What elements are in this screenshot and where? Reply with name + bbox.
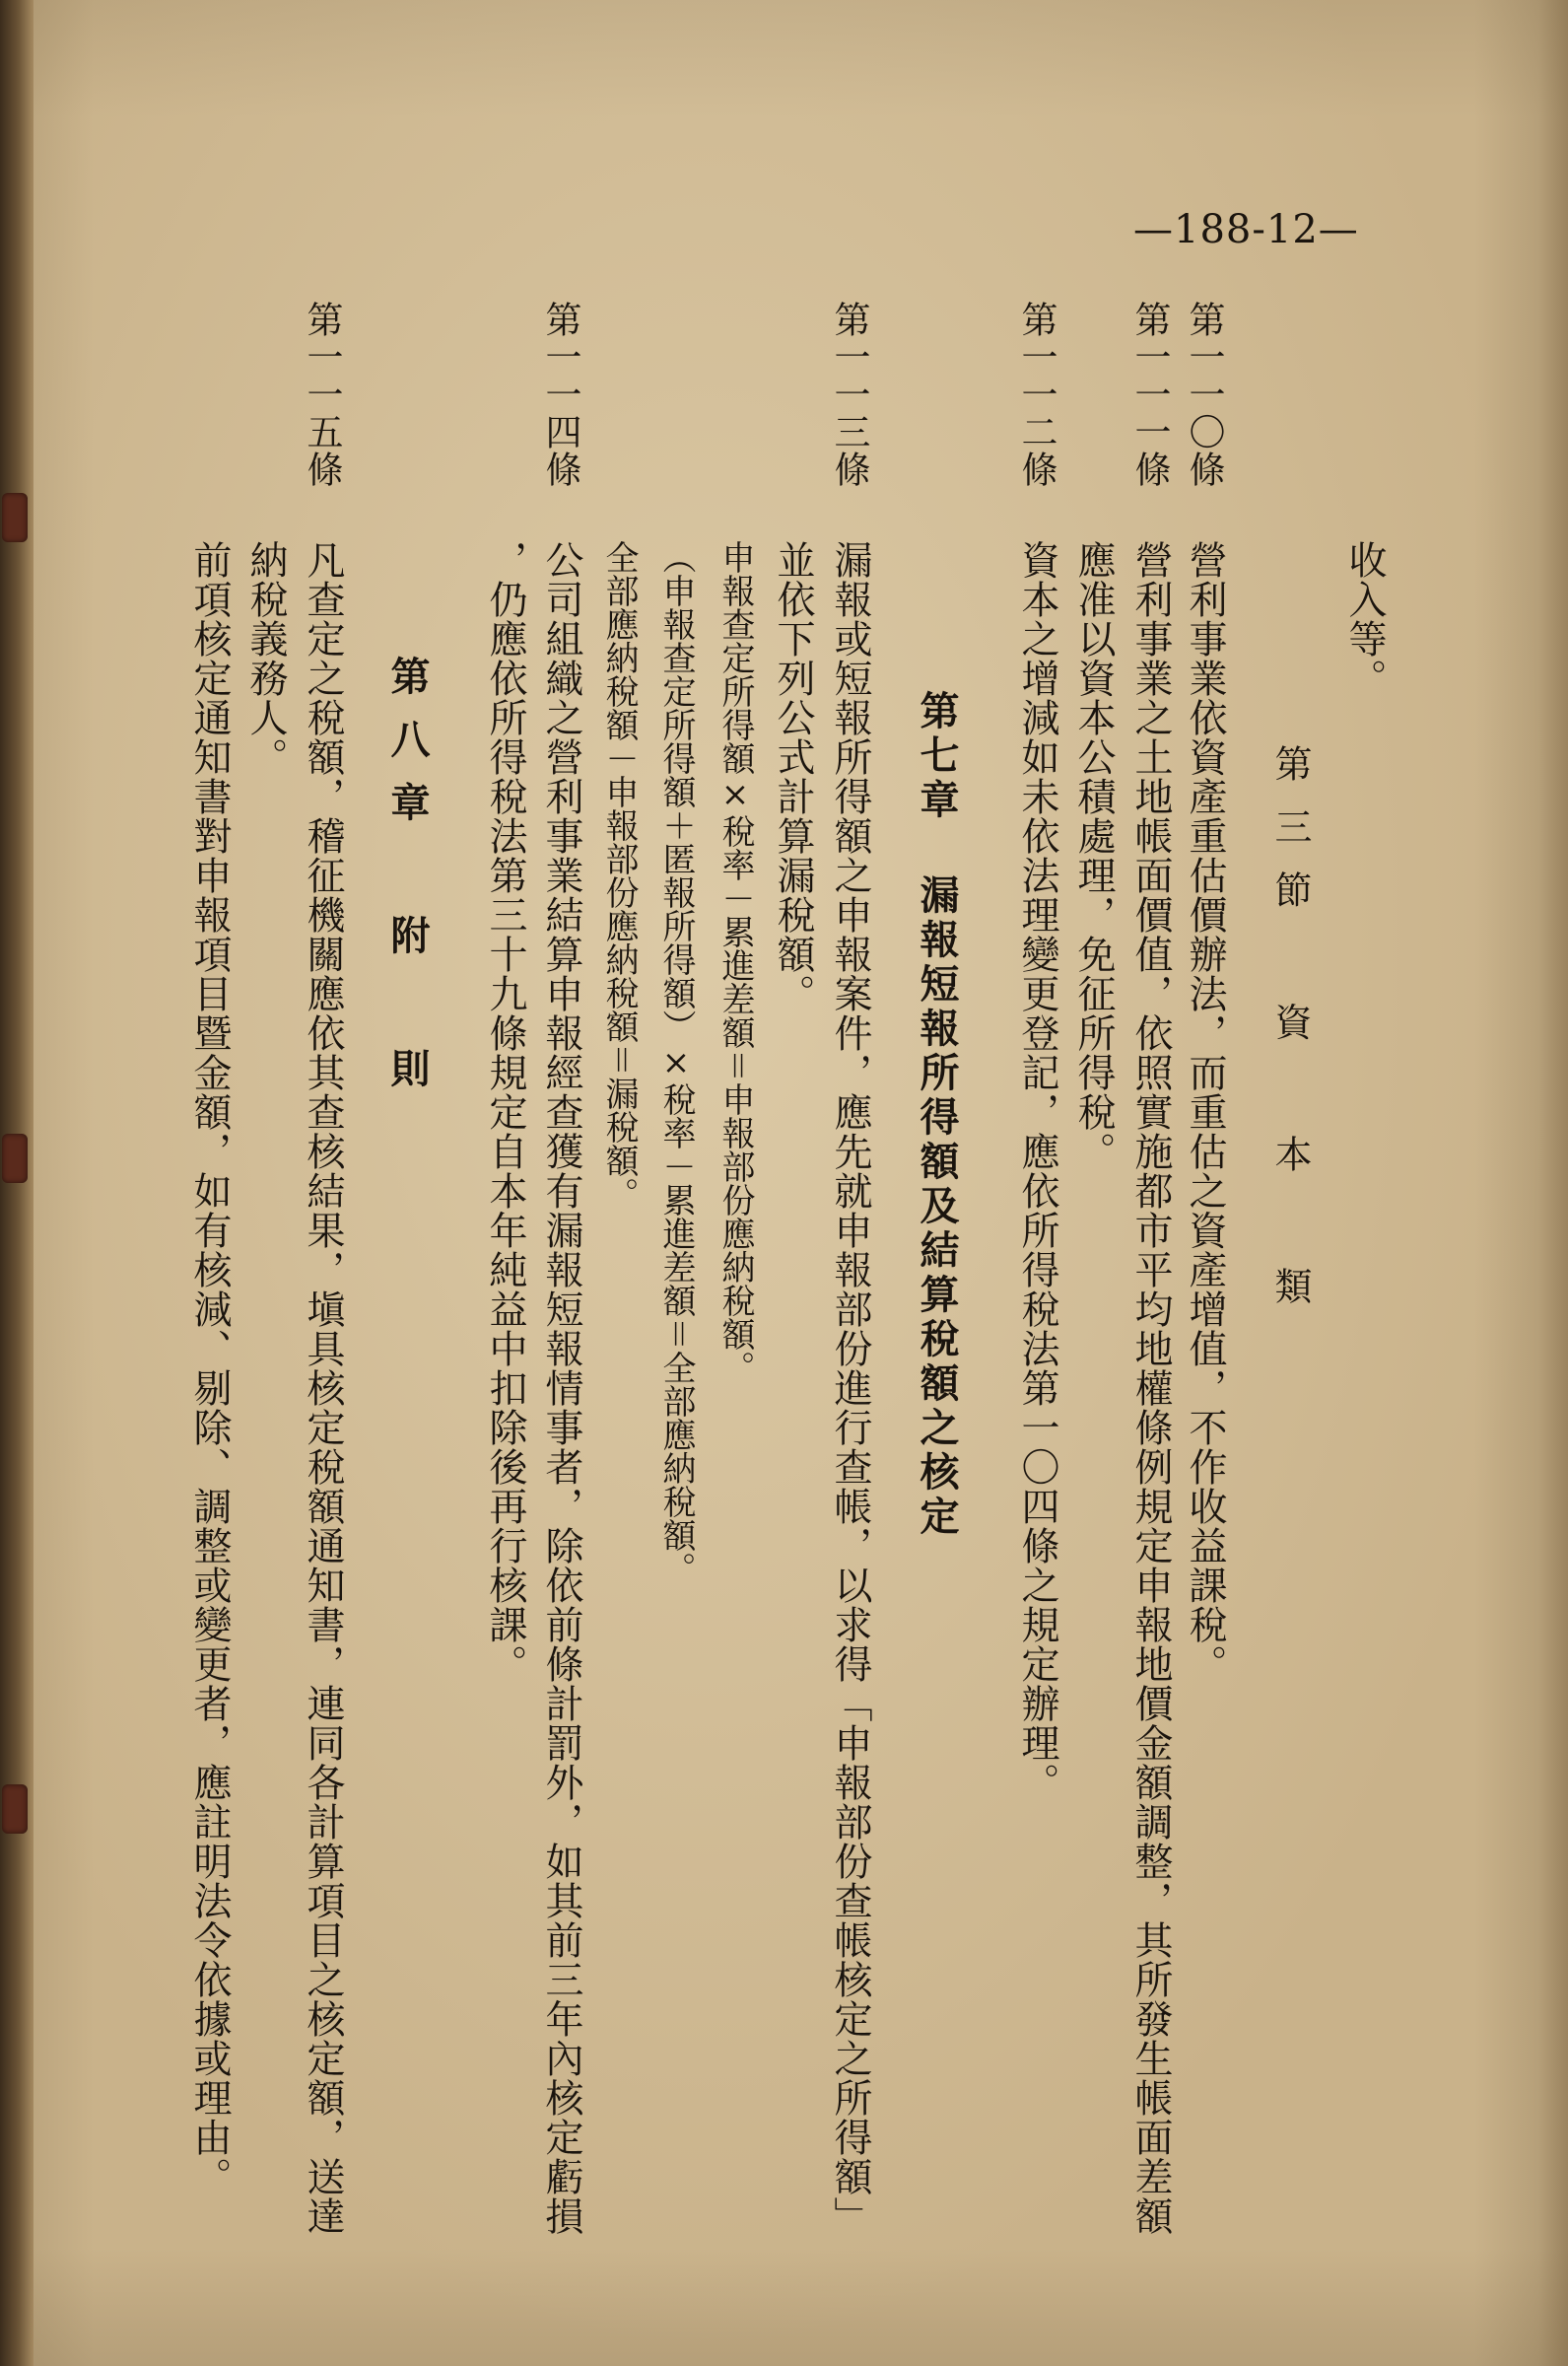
binding-hole	[2, 493, 28, 542]
article-label: 第一一一條	[1128, 301, 1171, 488]
article-text: 並依下列公式計算漏稅額。	[771, 540, 815, 1013]
page-edge-shadow	[1538, 0, 1568, 2366]
formula-line: （申報查定所得額＋匿報所得額）×稅率－累進差額＝全部應納稅額。	[656, 540, 696, 1585]
article-text: 漏報或短報所得額之申報案件，應先就申報部份進行查帳，以求得「申報部份查帳核定之所得額」	[828, 540, 872, 2236]
article-label: 第一一三條	[828, 301, 870, 488]
formula-line: 申報查定所得額×稅率－累進差額＝申報部份應納稅額。	[716, 540, 755, 1384]
article-label: 第一一五條	[301, 301, 343, 488]
chapter-heading	[384, 656, 431, 1111]
article-text: 前項核定通知書對申報項目暨金額，如有核減、剔除、調整或變更者，應註明法令依據或理由。	[187, 540, 232, 2196]
article-text: ，仍應依所得稅法第三十九條規定自本年純益中扣除後再行核課。	[483, 540, 527, 1684]
continuation-text: 收入等。	[1342, 540, 1387, 698]
chapter-heading-text: 第八章 附 則	[384, 656, 431, 1111]
article-text: 納稅義務人。	[243, 540, 288, 777]
article-text: 營利事業之土地帳面價值，依照實施都市平均地權條例規定申報地價金額調整，其所發生帳面差額	[1128, 540, 1173, 2236]
article-text: 公司組織之營利事業結算申報經查獲有漏報短報情事者，除依前條計罰外，如其前三年內核定虧損	[539, 540, 583, 2236]
chapter-heading: 第七章 漏報短報所得額及結算稅額之核定	[914, 690, 960, 1540]
article-text: 資本之增減如未依法理變更登記，應依所得稅法第一〇四條之規定辦理。	[1015, 540, 1059, 1802]
binding-hole	[2, 1784, 28, 1834]
article-label: 第一一四條	[539, 301, 581, 488]
article-text: 營利事業依資產重估價辦法，而重估之資產增值，不作收益課稅。	[1183, 540, 1227, 1684]
article-text: 應准以資本公積處理，免征所得稅。	[1071, 540, 1116, 1171]
article-text: 凡查定之稅額，稽征機關應依其查核結果，塡具核定稅額通知書，連同各計算項目之核定額，送達	[301, 540, 345, 2236]
formula-line: 全部應納稅額－申報部份應納稅額＝漏稅額。	[599, 540, 639, 1211]
book-binding-edge	[0, 0, 34, 2366]
section-title: 第三節 資 本 類	[1268, 744, 1312, 1330]
page-number: —188-12—	[1133, 207, 1359, 252]
article-label: 第一一二條	[1015, 301, 1057, 488]
article-label: 第一一〇條	[1183, 301, 1225, 488]
binding-hole	[2, 1134, 28, 1183]
